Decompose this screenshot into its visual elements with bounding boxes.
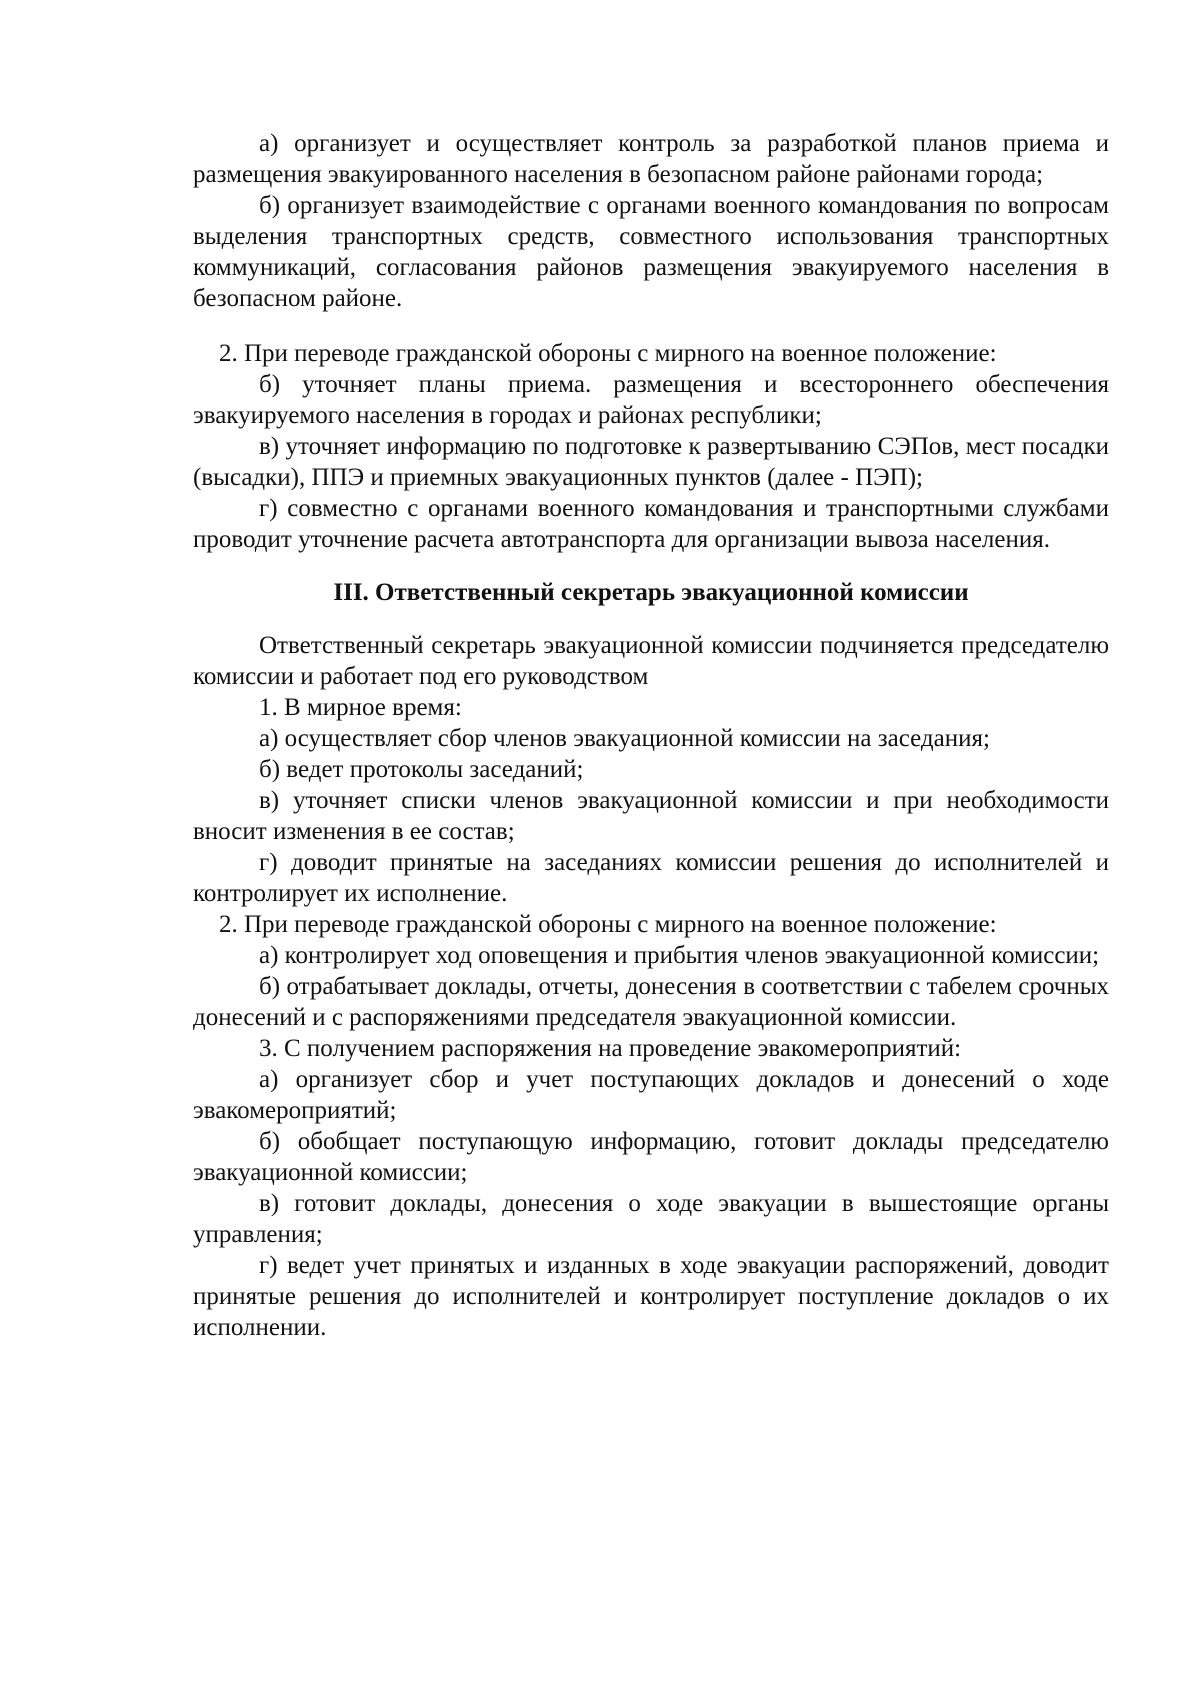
paragraph-war-heading: 2. При переводе гражданской обороны с мирного на военное положение: bbox=[219, 911, 997, 938]
paragraph-war-b: б) отрабатывает доклады, отчеты, донесения в соответствии с табелем срочных донесений и с распоряжениями председателя эвакуационной комиссии. bbox=[193, 973, 1109, 1031]
paragraph-order-v: в) готовит доклады, донесения о ходе эвакуации в вышестоящие органы управления; bbox=[193, 1190, 1109, 1248]
paragraph-order-g: г) ведет учет принятых и изданных в ходе эвакуации распоряжений, доводит принятые решения до исполнителей и контролирует поступление докладов о их исполнении. bbox=[193, 1252, 1109, 1341]
paragraph-peace-heading: 1. В мирное время: bbox=[259, 694, 462, 721]
document-page bbox=[193, 128, 1109, 1343]
paragraph-order-b: б) обобщает поступающую информацию, готовит доклады председателю эвакуационной комиссии; bbox=[193, 1128, 1109, 1186]
paragraph-peace-g: г) доводит принятые на заседаниях комиссии решения до исполнителей и контролирует их исполнение. bbox=[193, 849, 1109, 907]
paragraph-order-a: а) организует сбор и учет поступающих докладов и донесений о ходе эвакомероприятий; bbox=[193, 1066, 1109, 1124]
paragraph-peace-b: б) ведет протоколы заседаний; bbox=[259, 756, 584, 783]
paragraph-peace-v: в) уточняет списки членов эвакуационной комиссии и при необходимости вносит изменения в ее состав; bbox=[193, 787, 1109, 845]
paragraph-wartime-heading: 2. При переводе гражданской обороны с мирного на военное положение: bbox=[219, 340, 997, 367]
paragraph-war-a: а) контролирует ход оповещения и прибытия членов эвакуационной комиссии; bbox=[259, 942, 1100, 969]
paragraph-wartime-v: в) уточняет информацию по подготовке к развертыванию СЭПов, мест посадки (высадки), ППЭ и приемных эвакуационных пунктов (далее - ПЭП); bbox=[193, 433, 1109, 491]
paragraph-section2-b: б) организует взаимодействие с органами военного командования по вопросам выделения транспортных средств, совместного использования транспортных коммуникаций, согласования районов размещения эвакуируемого населения в безопасном районе. bbox=[193, 192, 1109, 312]
paragraph-order-heading: 3. С получением распоряжения на проведение эвакомероприятий: bbox=[259, 1035, 962, 1062]
paragraph-wartime-g: г) совместно с органами военного командования и транспортными службами проводит уточнение расчета автотранспорта для организации вывоза населения. bbox=[193, 495, 1109, 553]
paragraph-peace-a: а) осуществляет сбор членов эвакуационной комиссии на заседания; bbox=[259, 725, 990, 752]
paragraph-section2-a: а) организует и осуществляет контроль за разработкой планов приема и размещения эвакуированного населения в безопасном районе районами города; bbox=[193, 130, 1109, 188]
section-heading-secretary: III. Ответственный секретарь эвакуационной комиссии bbox=[333, 579, 969, 606]
paragraph-wartime-b: б) уточняет планы приема. размещения и всестороннего обеспечения эвакуируемого населения в городах и районах республики; bbox=[193, 371, 1109, 429]
paragraph-secretary-intro: Ответственный секретарь эвакуационной комиссии подчиняется председателю комиссии и работает под его руководством bbox=[193, 632, 1109, 690]
